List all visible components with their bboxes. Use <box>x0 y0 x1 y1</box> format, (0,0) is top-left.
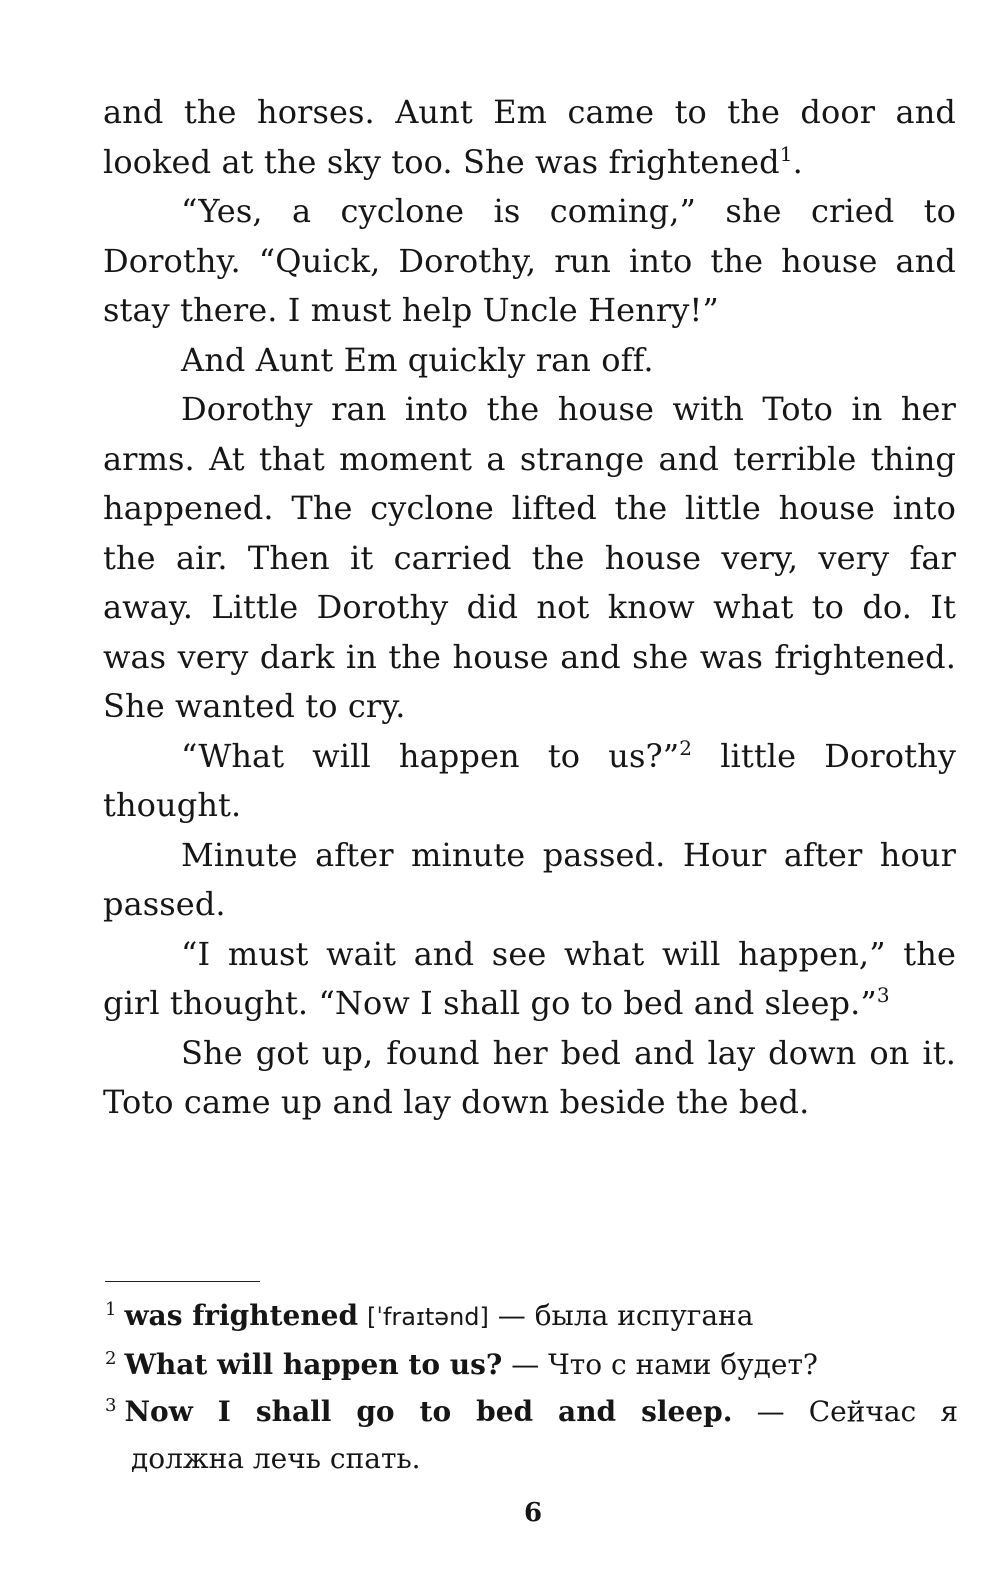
footnote-translation: Что с нами будет? <box>548 1348 818 1381</box>
text-run: . <box>792 142 803 181</box>
footnote-number: 1 <box>105 1299 117 1320</box>
footnote-translation: Сейчас я <box>808 1395 959 1428</box>
text-run: “What will happen to us?” <box>181 736 680 775</box>
footnote-1 <box>105 1292 958 1341</box>
footnote-transcription: [ˈfraɪtənd] <box>366 1303 489 1331</box>
paragraph <box>103 336 956 386</box>
footnote-ref: 2 <box>679 735 693 760</box>
footnote-term: What will happen to us? <box>124 1348 503 1381</box>
body-text <box>103 88 956 1128</box>
footnote-translation: была испугана <box>534 1299 754 1332</box>
footnote-translation: должна лечь спать. <box>131 1442 421 1475</box>
page-number: 6 <box>523 1498 543 1528</box>
paragraph <box>103 831 956 930</box>
footnote-ref: 1 <box>779 141 793 166</box>
paragraph <box>103 88 956 187</box>
footnote-2 <box>105 1341 958 1388</box>
footnote-dash: — <box>488 1299 535 1332</box>
footnote-3 <box>105 1388 958 1435</box>
footnote-number: 3 <box>105 1395 117 1416</box>
paragraph <box>103 187 956 336</box>
text-run: and the horses. Aunt Em came to the door and looked at the sky too. She was frightened <box>103 93 956 181</box>
paragraph <box>103 930 956 1029</box>
footnote-term: Now I shall go to bed and sleep. <box>124 1395 733 1428</box>
text-run: Dorothy ran into the house with Toto in her arms. At that moment a strange and terrible thing happened. The cyclone lifted the little house into the air. Then it carried the house very, very far away. Little Dorothy did not know what to do. It was very dark in the house and she was frightened. She wanted to cry. <box>103 390 956 725</box>
text-run: And Aunt Em quickly ran off. <box>181 340 654 379</box>
text-run: She got up, found her bed and lay down on it. Toto came up and lay down beside the bed. <box>103 1033 956 1121</box>
footnote-divider <box>105 1281 260 1282</box>
footnote-dash: — <box>502 1348 549 1381</box>
footnote-ref: 3 <box>876 983 890 1007</box>
text-run: “Yes, a cyclone is coming,” she cried to Dorothy. “Quick, Dorothy, run into the house and stay there. I must help Uncle Henry!” <box>103 192 956 329</box>
footnote-3-continuation <box>105 1435 958 1482</box>
paragraph <box>103 1029 956 1128</box>
paragraph <box>103 732 956 831</box>
paragraph <box>103 385 956 732</box>
text-run: “I must wait and see what will happen,” the girl thought. “Now I shall go to bed and sleep.” <box>103 934 956 1022</box>
footnotes <box>105 1292 958 1482</box>
text-run: little Dorothy thought. <box>103 736 957 824</box>
footnote-number: 2 <box>105 1348 117 1369</box>
footnote-term: was frightened <box>124 1299 359 1332</box>
footnote-dash: — <box>732 1395 809 1428</box>
text-run: Minute after minute passed. Hour after hour passed. <box>103 835 956 923</box>
